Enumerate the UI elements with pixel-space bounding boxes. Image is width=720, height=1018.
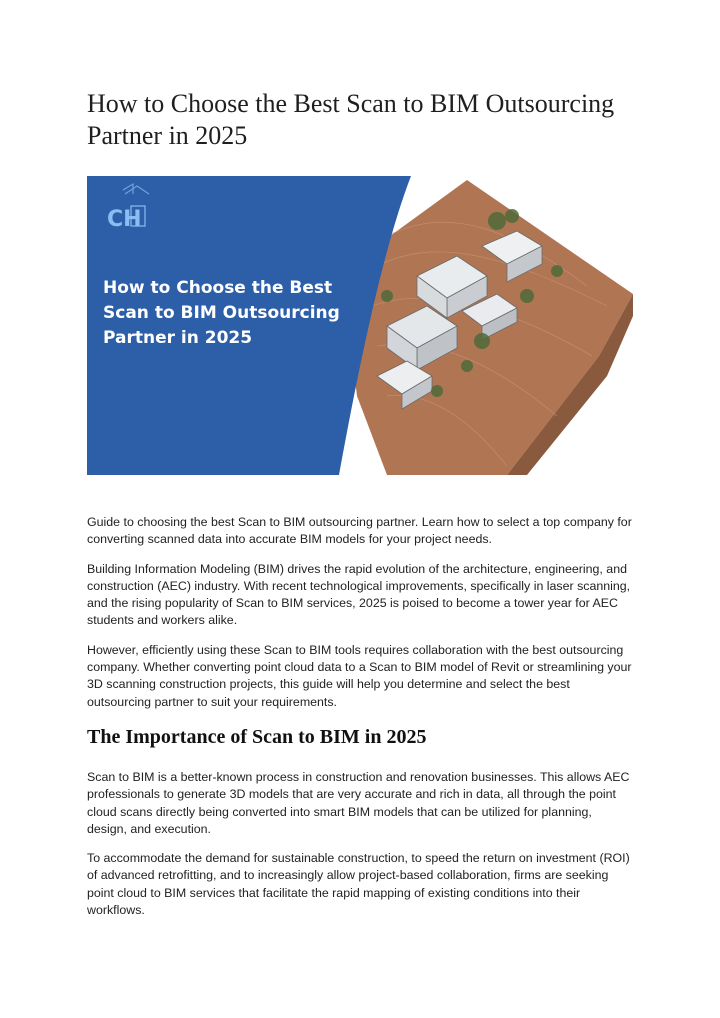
section-heading: The Importance of Scan to BIM in 2025 — [87, 725, 427, 748]
hero-image — [87, 176, 633, 475]
body-paragraph: However, efficiently using these Scan to BIM tools requires collaboration with the best outsourcing company. Whether converting point cloud data to a Scan to BIM model of Revit or streamlining your 3D scanning construction projects, this guide will help you determine and select the best outsourcing partner to suit your requirements. — [87, 642, 632, 709]
hero-headline: How to Choose the Best Scan to BIM Outsourcing Partner in 2025 — [103, 278, 340, 348]
body-paragraph: Building Information Modeling (BIM) drives the rapid evolution of the architecture, engineering, and construction (AEC) industry. With recent technological improvements, specifically in laser scanning, and the rising popularity of Scan to BIM services, 2025 is poised to become a tower year for AEC students and workers alike. — [87, 561, 631, 628]
body-paragraph: To accommodate the demand for sustainable construction, to speed the return on investment (ROI) of advanced retrofitting, and to increasingly allow project-based collaboration, firms are seeking point cloud to BIM services that facilitate the rapid mapping of existing conditions into their workflows. — [87, 851, 630, 918]
article-body — [87, 514, 635, 931]
page-title: How to Choose the Best Scan to BIM Outsourcing Partner in 2025 — [87, 89, 615, 150]
body-paragraph: Scan to BIM is a better-known process in construction and renovation businesses. This allows AEC professionals to generate 3D models that are very accurate and rich in data, all through the point cloud scans directly being converted into smart BIM models that can be utilized for planning, design, and execution. — [87, 769, 630, 836]
intro-paragraph: Guide to choosing the best Scan to BIM outsourcing partner. Learn how to select a top company for converting scanned data into accurate BIM models for your project needs. — [87, 515, 632, 547]
logo-text: CH — [107, 207, 142, 232]
